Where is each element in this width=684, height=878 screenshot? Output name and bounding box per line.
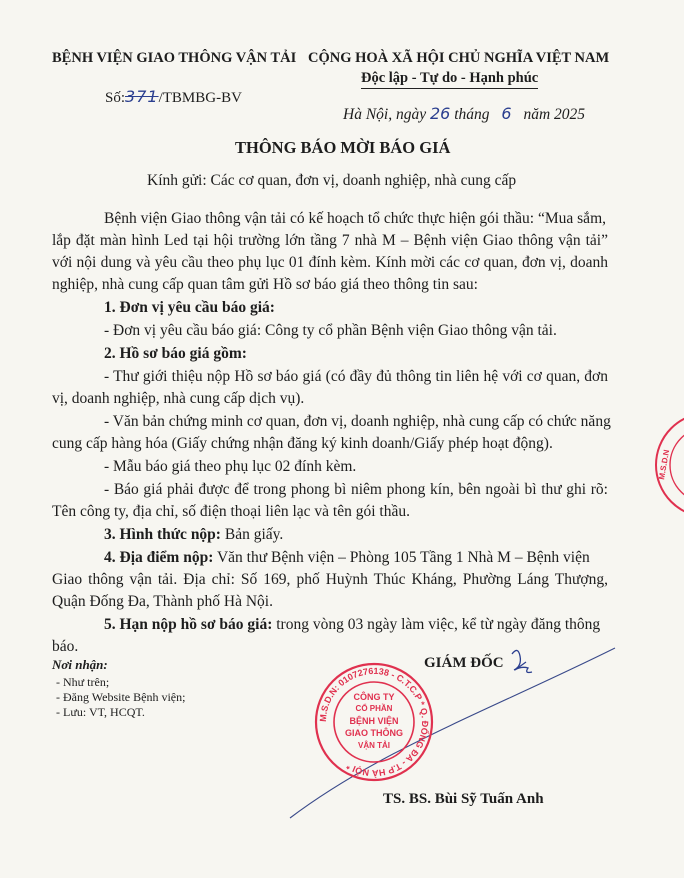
doc-number <box>105 87 242 107</box>
date-day: 26 <box>429 104 451 123</box>
date-month: 6 <box>501 104 512 123</box>
stamp-line-2: CỔ PHẦN <box>355 704 393 713</box>
section-5-text-1: trong vòng 03 ngày làm việc, kể từ ngày đăng thông <box>276 616 601 633</box>
section-4-line-1 <box>104 549 590 567</box>
doc-number-prefix: Số: <box>105 90 126 106</box>
section-5-heading: 5. Hạn nộp hồ sơ báo giá: <box>104 616 273 633</box>
issue-date <box>343 104 585 124</box>
intro-line-1: Bệnh viện Giao thông vận tải có kế hoạch tổ chức thực hiện gói thầu: “Mua sắm, <box>104 210 606 227</box>
section-2-item-2a: - Văn bản chứng minh cơ quan, đơn vị, doanh nghiệp, nhà cung cấp có chức năng <box>104 413 611 430</box>
section-4-line-3: Quận Đống Đa, Thành phố Hà Nội. <box>52 593 273 610</box>
section-3 <box>104 526 283 544</box>
edge-stamp-partial <box>650 410 684 520</box>
section-2-item-1a: - Thư giới thiệu nộp Hồ sơ báo giá (có đầy đủ thông tin liên hệ với cơ quan, đơn <box>104 368 608 385</box>
section-4-text-1: Văn thư Bệnh viện – Phòng 105 Tầng 1 Nhà M – Bệnh viện <box>216 549 590 566</box>
section-1-item: - Đơn vị yêu cầu báo giá: Công ty cổ phần Bệnh viện Giao thông vận tải. <box>104 322 557 339</box>
section-3-text: Bản giấy. <box>224 526 284 543</box>
doc-number-handwritten: 371 <box>125 87 159 106</box>
stamp-line-3: BỆNH VIỆN <box>349 716 399 726</box>
date-month-label: tháng <box>454 106 490 123</box>
stamp-line-4: GIAO THÔNG <box>345 728 403 738</box>
section-5-line-2: báo. <box>52 638 79 655</box>
section-2-item-2b: cung cấp hàng hóa (Giấy chứng nhận đăng ký kinh doanh/Giấy phép hoạt động). <box>52 435 553 452</box>
section-2-item-4b: Tên công ty, địa chỉ, số điện thoại liên lạc và tên gói thầu. <box>52 503 410 520</box>
doc-number-suffix: /TBMBG-BV <box>158 90 242 106</box>
section-4-line-2: Giao thông vận tải. Địa chỉ: Số 169, phố Huỳnh Thúc Kháng, Phường Láng Thượng, <box>52 571 608 588</box>
date-year: năm 2025 <box>523 106 586 123</box>
signature-title: GIÁM ĐỐC <box>424 655 504 671</box>
section-1-heading: 1. Đơn vị yêu cầu báo giá: <box>104 299 275 316</box>
section-2-item-4a: - Báo giá phải được để trong phong bì niêm phong kín, bên ngoài bì thư ghi rõ: <box>104 481 608 498</box>
country-name: CỘNG HOÀ XÃ HỘI CHỦ NGHĨA VIỆT NAM <box>308 50 610 66</box>
signer-name: TS. BS. Bùi Sỹ Tuấn Anh <box>383 791 544 807</box>
stamp-line-1: CÔNG TY <box>353 692 395 702</box>
edge-stamp-text: M.S.D.N <box>657 449 672 481</box>
motto: Độc lập - Tự do - Hạnh phúc <box>361 70 538 89</box>
intro-line-3: với nội dung và yêu cầu theo phụ lục 01 đính kèm. Kính mời các cơ quan, đơn vị, doanh <box>52 254 608 271</box>
org-name: BỆNH VIỆN GIAO THÔNG VẬN TẢI <box>52 50 297 66</box>
document-title: THÔNG BÁO MỜI BÁO GIÁ <box>235 138 451 157</box>
section-2-item-3: - Mẫu báo giá theo phụ lục 02 đính kèm. <box>104 458 357 475</box>
stamp-line-5: VẬN TẢI <box>358 741 390 750</box>
section-3-heading: 3. Hình thức nộp: <box>104 526 221 543</box>
section-5-line-1 <box>104 616 600 634</box>
section-2-item-1b: vị, doanh nghiệp, nhà cung cấp dịch vụ). <box>52 390 305 407</box>
intro-line-4: nghiệp, nhà cung cấp quan tâm gửi Hồ sơ báo giá theo thông tin sau: <box>52 276 478 293</box>
recipients-item-2: - Đăng Website Bệnh viện; <box>56 690 186 704</box>
section-4-heading: 4. Địa điểm nộp: <box>104 549 214 566</box>
recipient-line: Kính gửi: Các cơ quan, đơn vị, doanh nghiệp, nhà cung cấp <box>147 172 517 189</box>
section-2-heading: 2. Hồ sơ báo giá gồm: <box>104 345 247 362</box>
intro-line-2: lắp đặt màn hình Led tại hội trường lớn tầng 7 nhà M – Bệnh viện Giao thông vận tải” <box>52 232 608 249</box>
recipients-item-1: - Như trên; <box>56 675 110 689</box>
date-prefix: Hà Nội, ngày <box>343 106 427 123</box>
stamp-ring-text: M.S.D.N: 0107276138 - C.T.C.P * Q. ĐỐNG ĐA - T.P HÀ NỘI * <box>317 665 431 779</box>
recipients-item-3: - Lưu: VT, HCQT. <box>56 705 145 719</box>
recipients-heading: Nơi nhận: <box>52 657 108 672</box>
company-stamp <box>312 660 436 784</box>
